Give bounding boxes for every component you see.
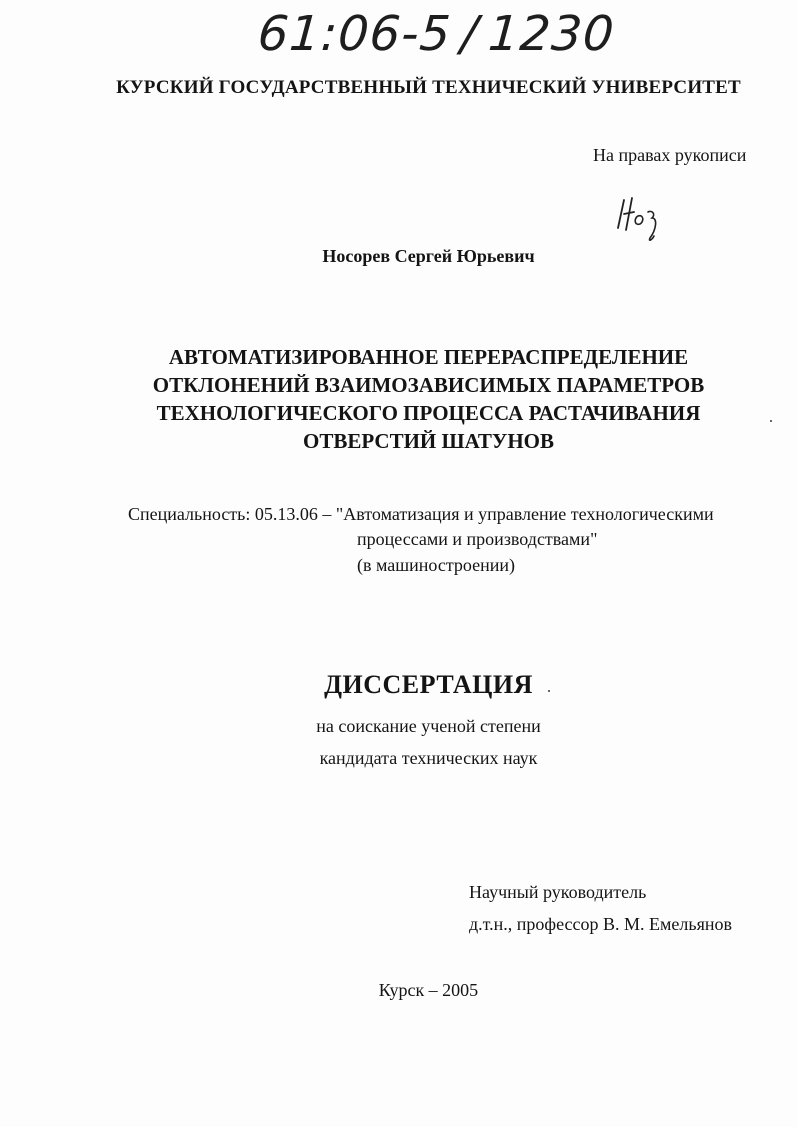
specialty-continuation: процессами и производствами" [357, 529, 598, 549]
archive-code-separator: / [459, 6, 481, 62]
signature-mark [608, 190, 668, 250]
thesis-title-line: ОТВЕРСТИЙ ШАТУНОВ [302, 429, 554, 453]
archive-code-left: 61:06-5 [256, 6, 454, 62]
document-type-heading: ДИССЕРТАЦИЯ [324, 670, 533, 699]
archive-code-handwritten [256, 6, 616, 62]
supervisor-label: Научный руководитель [469, 882, 647, 902]
specialty-line: Специальность: 05.13.06 – "Автоматизация и управление технологическими [128, 504, 714, 524]
archive-code-right: 1230 [486, 6, 617, 62]
specialty-note: (в машиностроении) [357, 555, 516, 575]
scan-artifact [548, 690, 550, 692]
degree-line: кандидата технических наук [319, 748, 538, 768]
university-name: КУРСКИЙ ГОСУДАРСТВЕННЫЙ ТЕХНИЧЕСКИЙ УНИВЕРСИТЕТ [116, 77, 741, 98]
scan-artifact [770, 420, 772, 422]
city-year: Курск – 2005 [378, 980, 479, 1000]
author-name: Носорев Сергей Юрьевич [322, 246, 535, 266]
thesis-title-line: ТЕХНОЛОГИЧЕСКОГО ПРОЦЕССА РАСТАЧИВАНИЯ [156, 401, 701, 425]
thesis-title-line: ОТКЛОНЕНИЙ ВЗАИМОЗАВИСИМЫХ ПАРАМЕТРОВ [152, 373, 705, 397]
rights-note: На правах рукописи [593, 145, 747, 165]
degree-line: на соискание ученой степени [316, 716, 541, 736]
supervisor-name: д.т.н., профессор В. М. Емельянов [469, 914, 733, 934]
thesis-title [0, 343, 797, 455]
thesis-title-line: АВТОМАТИЗИРОВАННОЕ ПЕРЕРАСПРЕДЕЛЕНИЕ [168, 345, 689, 369]
